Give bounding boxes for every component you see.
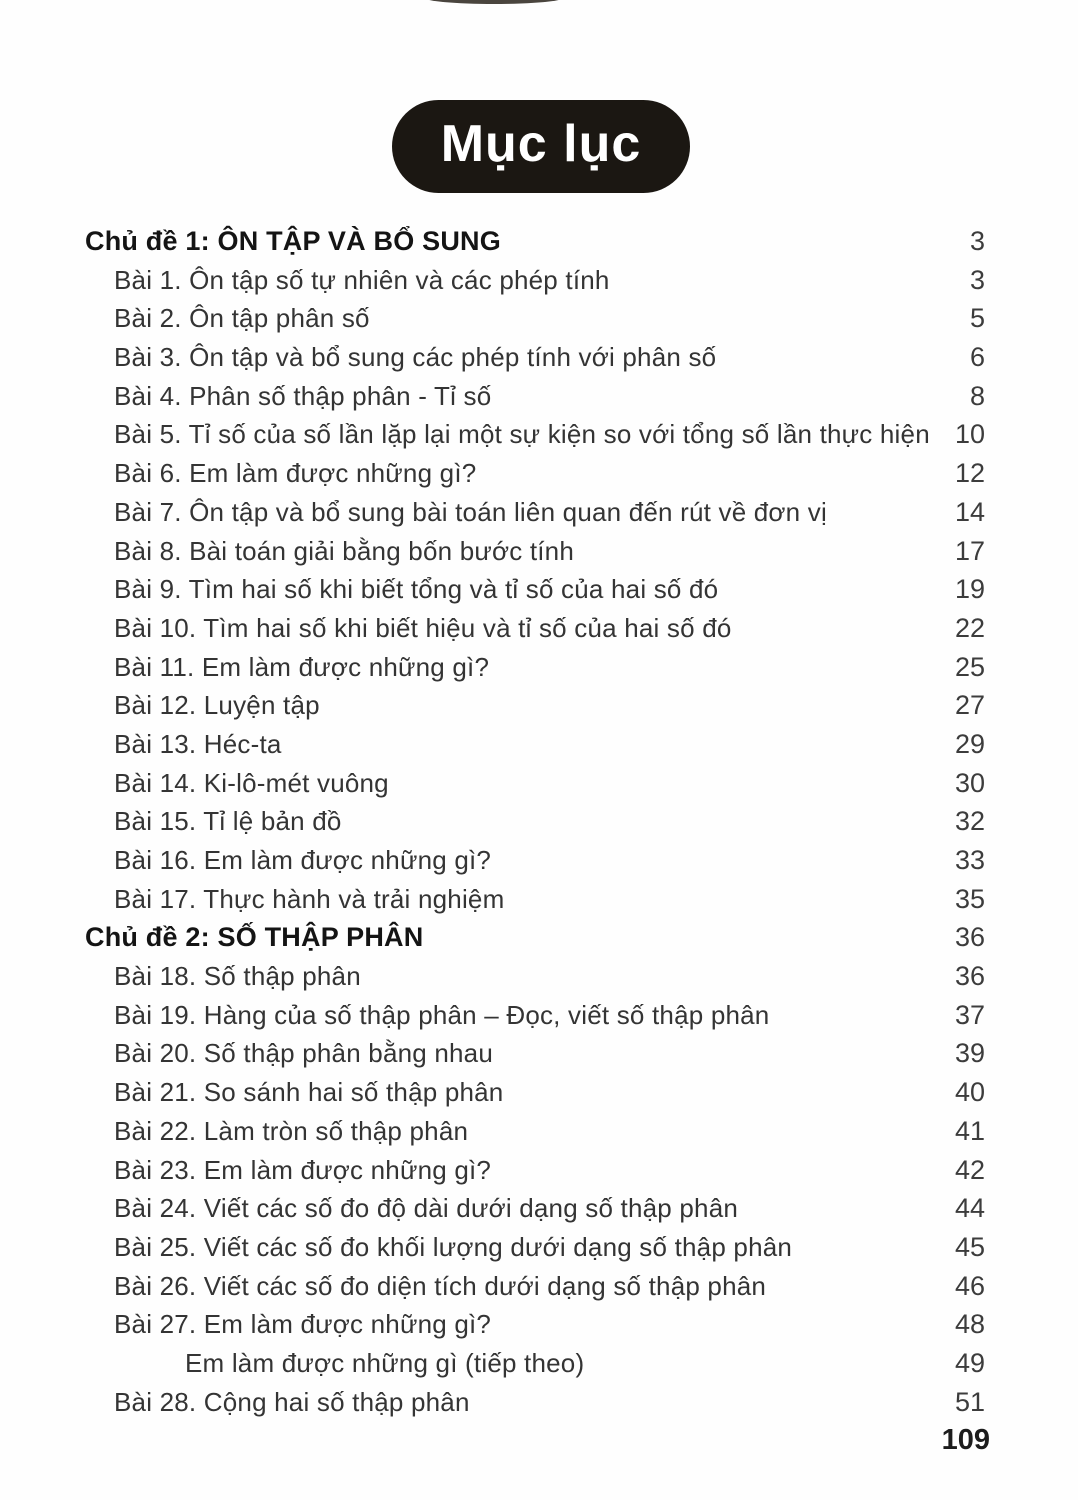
toc-entry-title: Bài 11. Em làm được những gì? [114,651,490,682]
toc-entry-page: 48 [954,1309,985,1340]
toc-entry-page: 8 [969,380,985,411]
toc-row [85,454,985,493]
toc-row [85,880,985,919]
toc-entry-page: 33 [954,845,985,875]
toc-entry-title: Bài 23. Em làm được những gì? [114,1154,492,1185]
toc-row [85,261,985,300]
toc-entry-page: 10 [954,419,985,450]
toc-entry-page: 40 [954,1077,985,1108]
toc-row [85,1344,985,1383]
toc-entry-title: Bài 4. Phân số thập phân - Tỉ số [114,380,492,411]
toc-row [85,415,985,454]
toc-entry-title: Bài 20. Số thập phân bằng nhau [114,1038,493,1069]
page-edge-artifact [424,0,564,4]
toc-entry-title: Bài 1. Ôn tập số tự nhiên và các phép tính [114,264,610,295]
toc-entry-page: 44 [954,1193,985,1224]
toc-entry-title: Chủ đề 1: ÔN TẬP VÀ BỔ SUNG [85,226,501,256]
toc-entry-title: Bài 16. Em làm được những gì? [114,845,492,875]
toc-entry-page: 37 [954,999,985,1030]
toc-entry-title: Bài 6. Em làm được những gì? [114,458,477,489]
toc-entry-title: Bài 9. Tìm hai số khi biết tổng và tỉ số của hai số đó [114,574,719,605]
toc-entry-title: Bài 3. Ôn tập và bổ sung các phép tính với phân số [114,342,717,373]
toc-row [85,841,985,880]
toc-entry-page: 36 [954,922,985,953]
toc-entry-title: Bài 18. Số thập phân [114,961,361,992]
toc-entry-title: Bài 13. Héc-ta [114,728,282,759]
toc-entry-page: 6 [969,342,985,373]
toc-row [85,918,985,957]
toc-row [85,802,985,841]
toc-row [85,1073,985,1112]
toc-entry-page: 49 [954,1347,985,1378]
toc-entry-title: Bài 25. Viết các số đo khối lượng dưới dạng số thập phân [114,1231,793,1262]
toc-entry-title: Bài 22. Làm tròn số thập phân [114,1115,469,1146]
toc-row [85,1267,985,1306]
toc-row [85,609,985,648]
page-title: Mục lục [440,114,642,173]
toc-entry-title: Bài 10. Tìm hai số khi biết hiệu và tỉ số của hai số đó [114,612,732,643]
toc-row [85,222,985,261]
toc-entry-title: Bài 27. Em làm được những gì? [114,1309,492,1340]
toc-row [85,493,985,532]
toc-entry-page: 45 [954,1231,985,1262]
toc-entry-page: 51 [954,1386,985,1417]
toc-entry-title: Em làm được những gì (tiếp theo) [185,1347,585,1378]
toc-row [85,1189,985,1228]
toc-entry-page: 25 [954,651,985,682]
toc-entry-page: 5 [969,303,985,334]
toc-entry-page: 36 [954,961,985,992]
toc-entry-title: Bài 14. Ki-lô-mét vuông [114,767,389,798]
toc-row [85,377,985,416]
toc-entry-page: 19 [954,574,985,605]
folio-page-number: 109 [941,1424,990,1456]
toc-entry-title: Bài 21. So sánh hai số thập phân [114,1077,504,1108]
toc-list [85,222,985,1421]
title-pill [392,100,690,193]
toc-entry-title: Bài 28. Cộng hai số thập phân [114,1386,470,1417]
toc-row [85,1305,985,1344]
toc-row [85,1151,985,1190]
toc-row [85,686,985,725]
toc-entry-title: Bài 26. Viết các số đo diện tích dưới dạng số thập phân [114,1270,767,1301]
toc-entry-title: Bài 8. Bài toán giải bằng bốn bước tính [114,535,575,566]
toc-row [85,1228,985,1267]
toc-entry-page: 27 [954,690,985,721]
toc-entry-page: 17 [954,535,985,566]
toc-entry-title: Bài 5. Tỉ số của số lần lặp lại một sự kiện so với tổng số lần thực hiện [114,419,930,450]
toc-entry-title: Bài 19. Hàng của số thập phân – Đọc, viết số thập phân [114,999,770,1030]
toc-entry-page: 39 [954,1038,985,1069]
toc-entry-page: 12 [954,458,985,489]
toc-row [85,725,985,764]
toc-entry-title: Bài 12. Luyện tập [114,690,320,721]
toc-entry-title: Bài 2. Ôn tập phân số [114,303,370,334]
toc-row [85,764,985,803]
toc-row [85,1383,985,1422]
toc-row [85,1112,985,1151]
toc-entry-page: 32 [954,806,985,837]
toc-row [85,648,985,687]
toc-entry-page: 30 [954,767,985,798]
toc-row [85,1034,985,1073]
toc-row [85,299,985,338]
toc-entry-page: 3 [969,226,985,256]
toc-entry-title: Bài 15. Tỉ lệ bản đồ [114,806,342,837]
toc-entry-title: Bài 7. Ôn tập và bổ sung bài toán liên quan đến rút về đơn vị [114,496,827,527]
toc-entry-title: Bài 17. Thực hành và trải nghiệm [114,883,505,914]
toc-row [85,996,985,1035]
toc-entry-page: 14 [954,496,985,527]
toc-entry-page: 41 [954,1115,985,1146]
toc-row [85,338,985,377]
toc-entry-page: 42 [954,1154,985,1185]
toc-row [85,570,985,609]
toc-entry-title: Chủ đề 2: SỐ THẬP PHÂN [85,922,424,953]
toc-entry-page: 3 [969,264,985,295]
toc-entry-title: Bài 24. Viết các số đo độ dài dưới dạng số thập phân [114,1193,739,1224]
toc-entry-page: 35 [954,883,985,914]
toc-entry-page: 46 [954,1270,985,1301]
toc-row [85,957,985,996]
toc-row [85,532,985,571]
toc-entry-page: 29 [954,728,985,759]
toc-entry-page: 22 [954,612,985,643]
